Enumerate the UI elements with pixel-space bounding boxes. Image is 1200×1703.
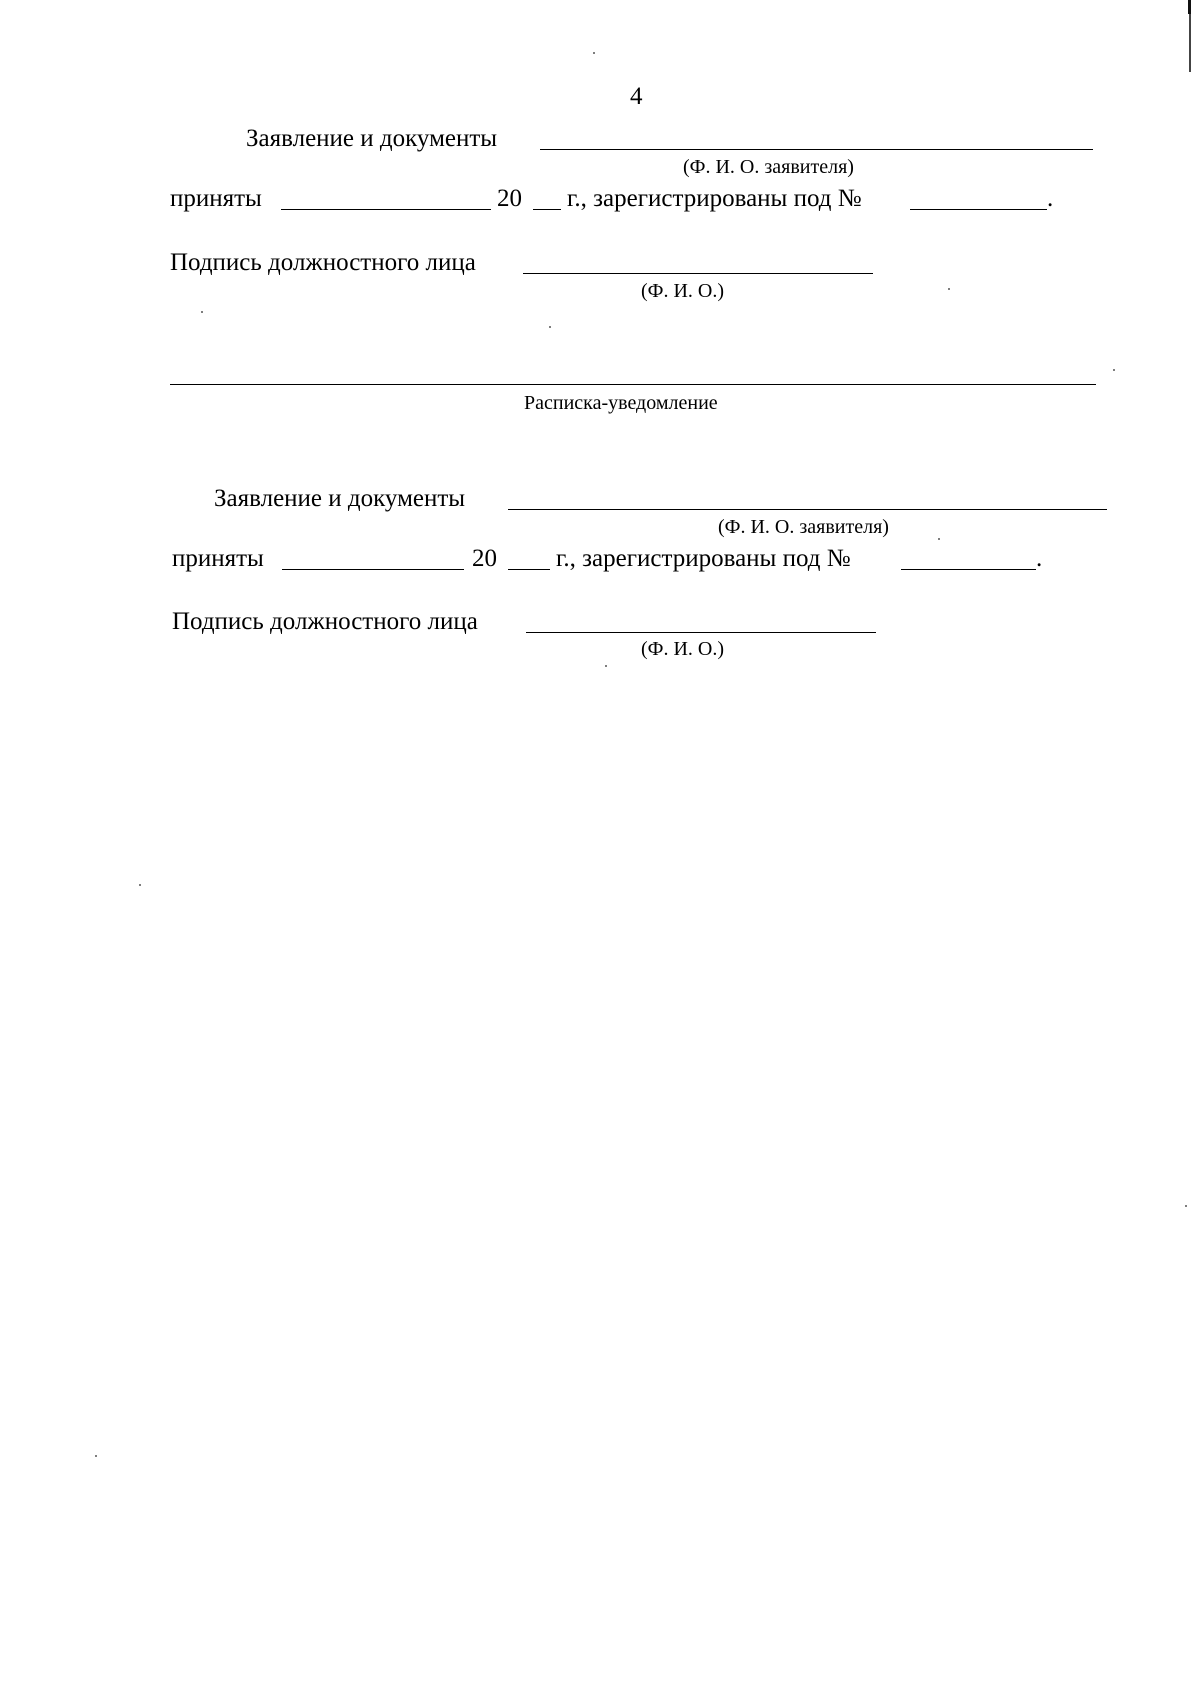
- cut-line: [170, 384, 1096, 385]
- scan-speck: [605, 665, 607, 667]
- registered-label: г., зарегистрированы под №: [567, 185, 862, 212]
- official-signature-label: Подпись должностного лица: [172, 608, 478, 635]
- year-suffix-blank: [508, 569, 550, 570]
- line-period: .: [1036, 545, 1043, 572]
- scan-speck: [1185, 1205, 1187, 1207]
- applicant-fio-caption: (Ф. И. О. заявителя): [718, 516, 889, 538]
- application-documents-label: Заявление и документы: [246, 125, 498, 152]
- accepted-date-blank: [281, 209, 491, 210]
- accepted-label: приняты: [172, 545, 264, 572]
- year-prefix: 20: [497, 185, 522, 212]
- line-period: .: [1047, 185, 1054, 212]
- application-documents-label: Заявление и документы: [214, 485, 466, 512]
- page-number: 4: [630, 83, 643, 110]
- scan-speck: [549, 326, 551, 328]
- applicant-name-blank: [508, 509, 1107, 510]
- applicant-name-blank: [540, 149, 1093, 150]
- scan-speck: [593, 52, 595, 54]
- registered-label: г., зарегистрированы под №: [556, 545, 851, 572]
- registration-number-blank: [910, 209, 1047, 210]
- official-signature-label: Подпись должностного лица: [170, 249, 476, 276]
- scan-edge-mark: [1189, 14, 1191, 72]
- applicant-fio-caption: (Ф. И. О. заявителя): [683, 156, 854, 178]
- scan-speck: [1113, 369, 1115, 371]
- accepted-date-blank: [282, 569, 464, 570]
- scan-speck: [139, 884, 141, 886]
- scan-speck: [95, 1455, 97, 1457]
- receipt-title: Расписка-уведомление: [524, 392, 718, 414]
- scan-speck: [938, 538, 940, 540]
- official-fio-caption: (Ф. И. О.): [641, 280, 725, 302]
- scan-edge-mark: [1188, 0, 1191, 14]
- official-signature-blank: [526, 632, 876, 633]
- official-signature-blank: [523, 273, 873, 274]
- accepted-label: приняты: [170, 185, 262, 212]
- year-suffix-blank: [533, 209, 561, 210]
- scan-speck: [201, 311, 203, 313]
- official-fio-caption: (Ф. И. О.): [641, 638, 725, 660]
- year-prefix: 20: [472, 545, 497, 572]
- scan-speck: [948, 288, 950, 290]
- registration-number-blank: [901, 569, 1036, 570]
